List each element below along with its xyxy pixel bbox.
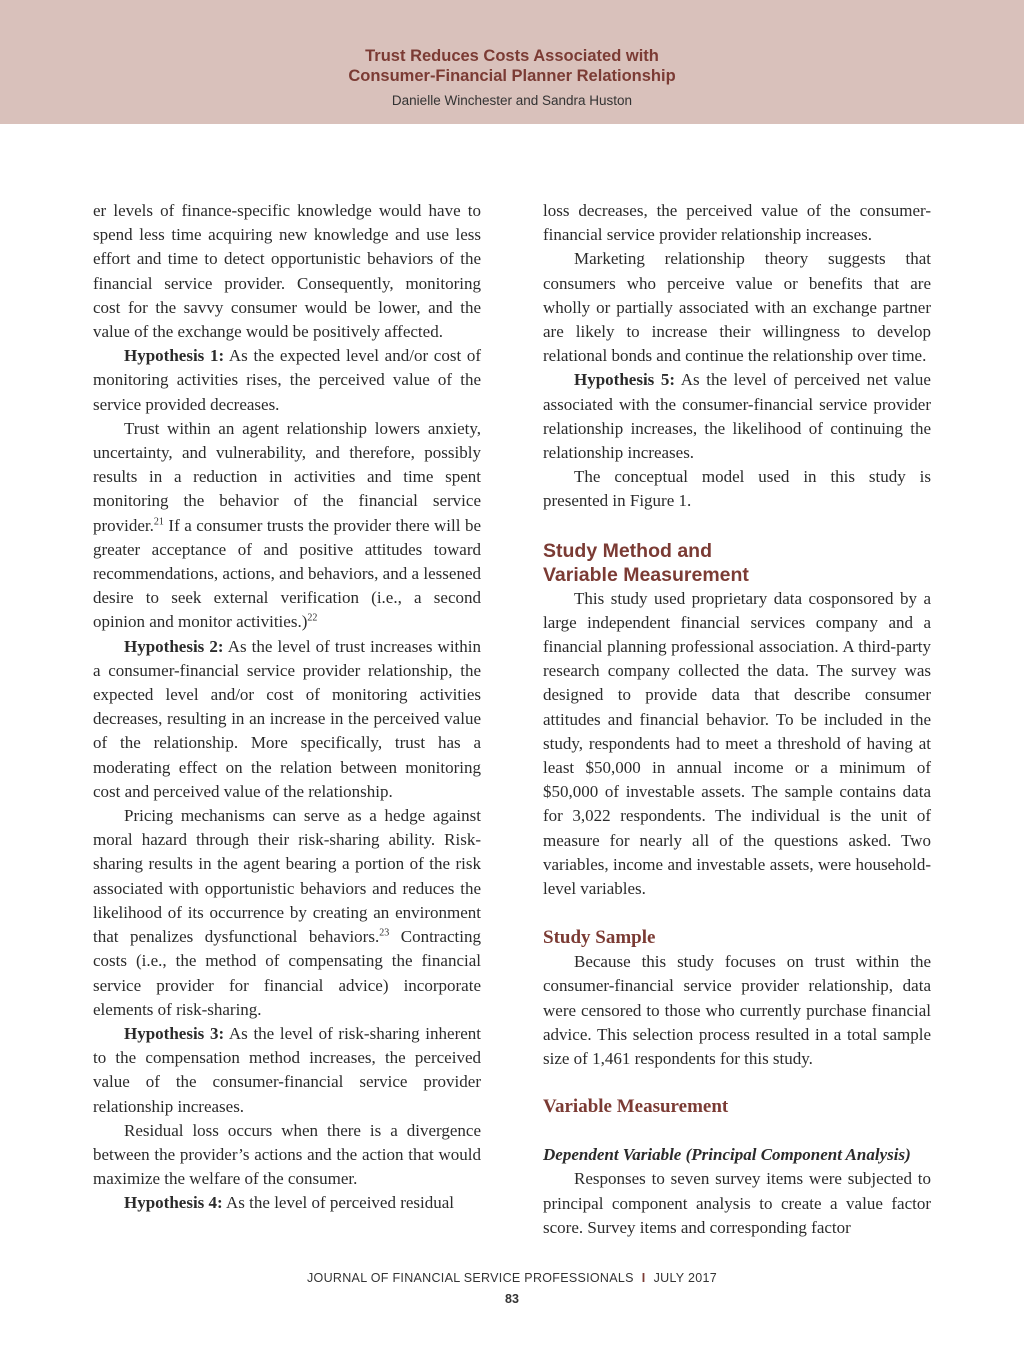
running-header — [0, 0, 1024, 124]
paragraph: er levels of finance-specific knowledge would have to spend less time acquiring new knowledge and use less effort and time to detect opportunistic behaviors of the financial service provider. Consequently, monitoring cost for the savvy consumer would be lower, and the value of the exchange would be positively affected. — [93, 201, 481, 342]
article-title-line-2: Consumer-Financial Planner Relationship — [348, 67, 676, 85]
paragraph — [93, 804, 481, 1022]
section-heading-study-method — [543, 539, 931, 587]
issue-date: JULY 2017 — [653, 1271, 717, 1285]
hypothesis-text: As the level of trust increases within a consumer-financial service provider relationship, the expected level and/or cost of monitoring activities decreases, resulting in an increase in the perceived value of the relationship. More specifically, trust has a moderating effect on the relation between monitoring cost and perceived value of the relationship. — [93, 636, 481, 801]
paragraph: loss decreases, the perceived value of the consumer-financial service provider relationship increases. — [543, 201, 931, 245]
hypothesis-text: As the expected level and/or cost of monitoring activities rises, the perceived value of the service provided decreases. — [93, 346, 481, 414]
hypothesis-label: Hypothesis 5: — [574, 370, 676, 390]
hypothesis-label: Hypothesis 3: — [124, 1023, 225, 1043]
section-heading-variable-measurement: Variable Measurement — [543, 1096, 729, 1118]
paragraph-text: Trust within an agent relationship lowers anxiety, uncertainty, and vulnerability, and therefore, possibly results in a reduction in activities and time spent monitoring the behavior of the financial service provider. — [93, 418, 481, 535]
hypothesis-3 — [93, 1022, 481, 1119]
paragraph: Residual loss occurs when there is a divergence between the provider’s actions and the action that would maximize the welfare of the consumer. — [93, 1120, 481, 1189]
footnote-ref: 22 — [307, 612, 318, 624]
paragraph: Marketing relationship theory suggests that consumers who perceive value or benefits that are wholly or partially associated with an exchange partner are likely to increase their willingness to develop relational bonds and continue the relationship over time. — [543, 249, 931, 366]
paragraph: Responses to seven survey items were subjected to principal component analysis to create a value factor score. Survey items and corresponding factor — [543, 1169, 931, 1237]
running-footer — [0, 1271, 1024, 1285]
hypothesis-label: Hypothesis 2: — [124, 636, 224, 656]
page-number: 83 — [505, 1292, 519, 1306]
footnote-ref: 21 — [153, 515, 164, 527]
footnote-ref: 23 — [379, 927, 390, 939]
paragraph-text: Contracting costs (i.e., the method of compensating the financial service provider for financial advice) incorporate elements of risk-sharing. — [93, 927, 481, 1019]
hypothesis-1 — [93, 344, 481, 417]
left-column — [93, 199, 481, 1216]
hypothesis-4 — [93, 1191, 481, 1215]
paragraph-text: Pricing mechanisms can serve as a hedge against moral hazard through their risk-sharing ability. Risk-sharing results in the agent bearing a portion of the risk associated with opportunistic behaviors and reduces the likelihood of its occurrence by creating an environment that penalizes dysfunctional behaviors. — [93, 806, 481, 947]
right-column — [543, 199, 931, 1240]
subsection-heading-dependent-variable: Dependent Variable (Principal Component Analysis) — [543, 1145, 911, 1165]
hypothesis-label: Hypothesis 1: — [124, 346, 225, 366]
hypothesis-text: As the level of perceived residual — [222, 1193, 455, 1213]
article-authors: Danielle Winchester and Sandra Huston — [391, 93, 633, 108]
article-title-line-1: Trust Reduces Costs Associated with — [365, 47, 659, 65]
section-heading-line: Variable Measurement — [543, 563, 749, 586]
hypothesis-2 — [93, 635, 481, 804]
footer-separator: I — [641, 1271, 646, 1285]
paragraph: This study used proprietary data cosponsored by a large independent financial services company and a financial planning professional association. A third-party research company collected the data. The survey was designed to provide data that describe consumer attitudes and financial behavior. To be included in the study, respondents had to meet a threshold of having at least $50,000 in annual income or a minimum of $50,000 of investable assets. The sample contains data for 3,022 respondents. The individual is the unit of measure for nearly all of the questions asked. Two variables, income and investable assets, were household-level variables. — [543, 588, 931, 899]
hypothesis-text: As the level of perceived net value associated with the consumer-financial service provider relationship increases, the likelihood of continuing the relationship increases. — [543, 370, 931, 463]
hypothesis-5 — [543, 368, 931, 465]
hypothesis-text: As the level of risk-sharing inherent to the compensation method increases, the perceived value of the consumer-financial service provider relationship increases. — [93, 1023, 481, 1116]
hypothesis-label: Hypothesis 4: — [124, 1193, 223, 1213]
paragraph — [93, 417, 481, 635]
section-heading-study-sample: Study Sample — [543, 927, 656, 949]
paragraph: The conceptual model used in this study is presented in Figure 1. — [543, 467, 931, 511]
paragraph-text: If a consumer trusts the provider there will be greater acceptance of and positive attitudes toward recommendations, actions, and behaviors, and a lessened desire to seek external verification (i.e., a second opinion and monitor activities.) — [93, 515, 481, 632]
journal-name: JOURNAL OF FINANCIAL SERVICE PROFESSIONALS — [307, 1271, 634, 1285]
paragraph: Because this study focuses on trust within the consumer-financial service provider relationship, data were censored to those who currently purchase financial advice. This selection process resulted in a total sample size of 1,461 respondents for this study. — [543, 952, 931, 1069]
section-heading-line: Study Method and — [543, 539, 712, 562]
